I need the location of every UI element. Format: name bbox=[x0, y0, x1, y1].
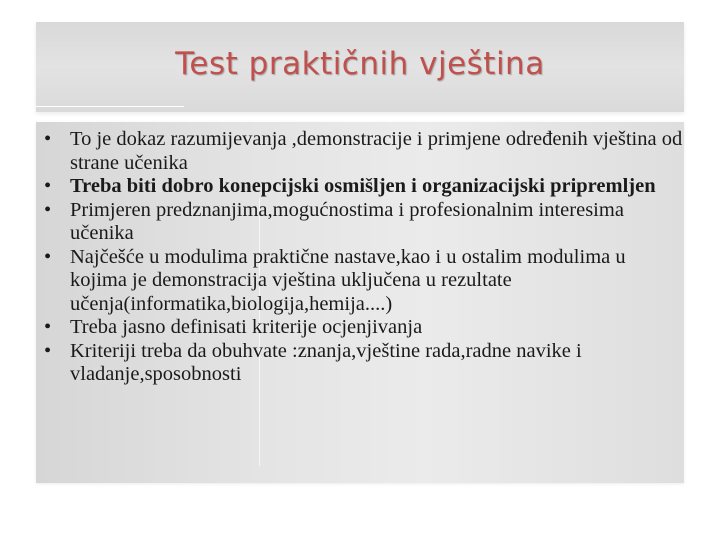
bullet-marker: • bbox=[44, 128, 52, 150]
bullet-text: Primjeren predznanjima,mogućnostima i profesionalnim interesima učenika bbox=[70, 198, 624, 244]
bullet-item bbox=[44, 199, 684, 246]
bullet-item bbox=[44, 340, 684, 387]
bullet-text: To je dokaz razumijevanja ,demonstracije i primjene određenih vještina od strane učenika bbox=[70, 128, 683, 174]
bullet-item bbox=[44, 175, 684, 199]
bullet-marker: • bbox=[44, 198, 52, 221]
bullet-text: Najčešće u modulima praktične nastave,kao i u ostalim modulima u kojima je demonstracija vještina uključena u rezultate učenja(informatika,biologija,hemija....) bbox=[70, 245, 626, 315]
bullet-text: Treba biti dobro konepcijski osmišljen i organizacijski pripremljen bbox=[70, 175, 656, 197]
bullet-item bbox=[44, 128, 684, 175]
bullet-marker: • bbox=[44, 316, 52, 338]
bullet-item bbox=[44, 316, 684, 340]
bullet-list bbox=[44, 128, 684, 387]
bullet-item bbox=[44, 246, 684, 317]
bullet-marker: • bbox=[44, 175, 52, 197]
bullet-marker: • bbox=[44, 245, 52, 268]
bullet-marker: • bbox=[44, 339, 52, 362]
title-underline bbox=[36, 106, 184, 107]
bullet-text: Treba jasno definisati kriterije ocjenjivanja bbox=[70, 316, 423, 338]
bullet-text: Kriteriji treba da obuhvate :znanja,vještine rada,radne navike i vladanje,sposobnosti bbox=[70, 339, 582, 385]
slide-title: Test praktičnih vještina bbox=[175, 46, 545, 82]
